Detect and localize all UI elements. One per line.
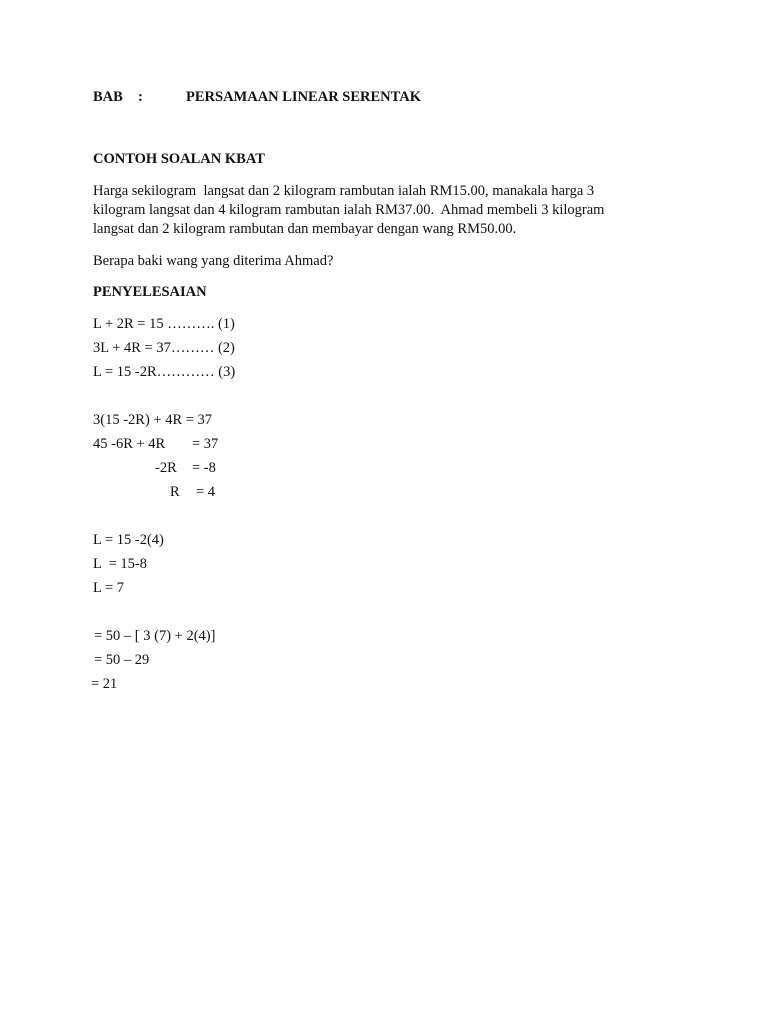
solve-l-step-1: L = 15 -2(4) — [93, 532, 164, 548]
solve-l-step-2: L = 15-8 — [93, 556, 147, 572]
solve-l-step-3: L = 7 — [93, 580, 124, 596]
section-title: CONTOH SOALAN KBAT — [93, 151, 265, 167]
substitution-step-3-right: = -8 — [192, 460, 216, 476]
bab-colon: : — [138, 89, 143, 105]
substitution-step-4-left: R — [170, 484, 180, 500]
equation-3: L = 15 -2R………… (3) — [93, 364, 236, 380]
substitution-step-2-right: = 37 — [192, 436, 219, 452]
substitution-step-3-left: -2R — [155, 460, 177, 476]
substitution-step-2-left: 45 -6R + 4R — [93, 436, 166, 452]
final-step-1: = 50 – [ 3 (7) + 2(4)] — [94, 628, 216, 644]
final-answer: = 21 — [91, 676, 118, 692]
question-ask: Berapa baki wang yang diterima Ahmad? — [93, 253, 334, 269]
final-step-2: = 50 – 29 — [94, 652, 150, 668]
chapter-topic: PERSAMAAN LINEAR SERENTAK — [186, 89, 421, 105]
substitution-step-1: 3(15 -2R) + 4R = 37 — [93, 412, 213, 428]
substitution-step-4-right: = 4 — [196, 484, 216, 500]
bab-label: BAB — [93, 89, 123, 105]
solution-title: PENYELESAIAN — [93, 284, 207, 300]
question-line-1: Harga sekilogram langsat dan 2 kilogram rambutan ialah RM15.00, manakala harga 3 — [93, 183, 595, 199]
equation-2: 3L + 4R = 37……… (2) — [93, 340, 235, 356]
equation-1: L + 2R = 15 ………. (1) — [93, 316, 235, 332]
question-line-3: langsat dan 2 kilogram rambutan dan membayar dengan wang RM50.00. — [93, 221, 517, 237]
question-line-2: kilogram langsat dan 4 kilogram rambutan ialah RM37.00. Ahmad membeli 3 kilogram — [93, 202, 605, 218]
